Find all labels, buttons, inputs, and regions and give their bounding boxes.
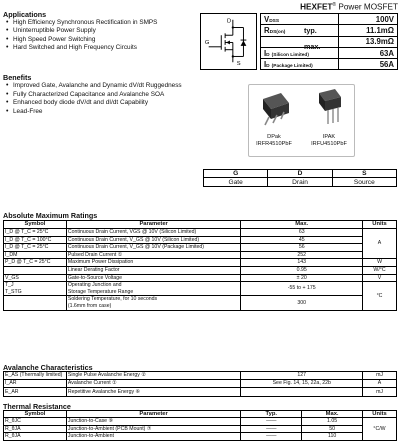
benefits-title: Benefits bbox=[3, 73, 32, 82]
table-row bbox=[4, 274, 397, 282]
thermal-resistance-title: Thermal Resistance bbox=[3, 402, 71, 411]
thermal-resistance-table bbox=[3, 410, 397, 441]
max-cell: 127 bbox=[241, 372, 363, 380]
column-header: Parameter bbox=[66, 221, 241, 229]
parameter-cell: Continuous Drain Current, V_GS @ 10V (Package Limited) bbox=[66, 244, 241, 252]
dpak-label: DPak IRFR4510PbF bbox=[256, 134, 292, 147]
max-cell: 45 bbox=[241, 236, 363, 244]
table-row bbox=[4, 282, 397, 296]
parameter-cell: Junction-to-Case ⑨ bbox=[66, 418, 241, 425]
product-type-header bbox=[262, 2, 398, 12]
table-header-row bbox=[4, 221, 397, 229]
spec-label: RDS(on) typ. bbox=[261, 25, 339, 36]
pin-letter: G bbox=[204, 170, 268, 178]
pin-letter: S bbox=[332, 170, 396, 178]
parameter-cell: Maximum Power Dissipation bbox=[66, 259, 241, 267]
max-cell: -55 to + 175 bbox=[241, 282, 363, 296]
symbol-cell: P_D @ T_C = 25°C bbox=[4, 259, 67, 267]
column-header: Units bbox=[363, 221, 397, 229]
applications-section bbox=[3, 10, 201, 53]
registered-mark: ® bbox=[332, 2, 337, 8]
table-row bbox=[4, 244, 397, 252]
parameter-cell: Junction-to-Ambient bbox=[66, 433, 241, 440]
unit-cell: V bbox=[363, 274, 397, 282]
list-item: • High Efficiency Synchronous Rectification in SMPS bbox=[3, 19, 201, 27]
table-row bbox=[4, 229, 397, 237]
max-cell: 0.95 bbox=[241, 266, 363, 274]
table-row bbox=[4, 236, 397, 244]
spec-value: 63A bbox=[339, 47, 398, 58]
avalanche-table bbox=[3, 371, 397, 397]
symbol-cell: I_AR bbox=[4, 380, 67, 388]
max-cell: See Fig. 14, 15, 22a, 22b bbox=[241, 380, 363, 388]
column-header: Parameter bbox=[66, 411, 241, 418]
symbol-cell: R_θJA bbox=[4, 433, 67, 440]
column-header: Max. bbox=[302, 411, 363, 418]
pin-name: Source bbox=[332, 178, 396, 186]
table-row bbox=[261, 25, 398, 36]
package-images bbox=[248, 84, 355, 157]
parameter-cell: Junction-to-Ambient (PCB Mount) ⑦ bbox=[66, 425, 241, 432]
unit-cell: W bbox=[363, 259, 397, 267]
table-row bbox=[261, 14, 398, 25]
list-item: • Uninterruptible Power Supply bbox=[3, 27, 201, 35]
applications-title: Applications bbox=[3, 10, 47, 19]
table-row bbox=[4, 372, 397, 380]
list-item: • Improved Gate, Avalanche and Dynamic dV/dt Ruggedness bbox=[3, 82, 208, 91]
max-cell: 110 bbox=[302, 433, 363, 440]
pin-letter: D bbox=[268, 170, 332, 178]
mosfet-symbol-icon bbox=[201, 14, 256, 69]
dpak-package-icon bbox=[255, 89, 295, 127]
symbol-cell: I_D @ T_C = 25°C bbox=[4, 229, 67, 237]
parameter-cell: Pulsed Drain Current ① bbox=[66, 251, 241, 259]
max-cell: 252 bbox=[241, 251, 363, 259]
table-row bbox=[204, 178, 397, 186]
table-row bbox=[4, 425, 397, 432]
parameter-cell: Repetitive Avalanche Energy ⑥ bbox=[66, 388, 241, 396]
parameter-cell: Gate-to-Source Voltage bbox=[66, 274, 241, 282]
spec-label: VDSS bbox=[261, 14, 339, 25]
max-cell: ± 20 bbox=[241, 274, 363, 282]
parameter-cell: Avalanche Current ① bbox=[66, 380, 241, 388]
ipak-label: IPAK IRFU4510PbF bbox=[311, 134, 347, 147]
unit-cell: mJ bbox=[363, 388, 397, 396]
symbol-cell: R_θJC bbox=[4, 418, 67, 425]
spec-label: ID (Package Limited) bbox=[261, 59, 339, 70]
unit-cell: W/°C bbox=[363, 266, 397, 274]
max-cell: 143 bbox=[241, 259, 363, 267]
max-cell: 50 bbox=[302, 425, 363, 432]
typ-cell: —— bbox=[241, 433, 302, 440]
symbol-cell bbox=[4, 296, 67, 310]
parameter-cell: Single Pulse Avalanche Energy ② bbox=[66, 372, 241, 380]
column-header: Units bbox=[363, 411, 397, 418]
benefits-section bbox=[3, 73, 208, 116]
unit-cell: °C bbox=[363, 282, 397, 310]
symbol-cell: I_D @ T_C = 100°C bbox=[4, 236, 67, 244]
list-item: • Hard Switched and High Frequency Circuits bbox=[3, 44, 201, 52]
spec-value: 13.9mΩ bbox=[339, 36, 398, 47]
symbol-cell: V_GS bbox=[4, 274, 67, 282]
list-item: • High Speed Power Switching bbox=[3, 36, 201, 44]
symbol-cell: E_AS (Thermally limited) bbox=[4, 372, 67, 380]
symbol-cell: I_D @ T_C = 25°C bbox=[4, 244, 67, 252]
parameter-cell: Soldering Temperature, for 10 seconds (1.6mm from case) bbox=[66, 296, 241, 310]
parameter-cell: Linear Derating Factor bbox=[66, 266, 241, 274]
hexfet-brand: HEXFET bbox=[300, 2, 333, 12]
spec-value: 100V bbox=[339, 14, 398, 25]
symbol-cell: I_DM bbox=[4, 251, 67, 259]
spec-label: max. bbox=[261, 36, 339, 47]
max-cell: 63 bbox=[241, 229, 363, 237]
max-cell bbox=[241, 388, 363, 396]
symbol-cell: E_AR bbox=[4, 388, 67, 396]
schematic-label-g: G bbox=[204, 39, 210, 46]
pin-name: Gate bbox=[204, 178, 268, 186]
ipak-package-icon bbox=[309, 87, 349, 125]
avalanche-title: Avalanche Characteristics bbox=[3, 363, 93, 372]
column-header: Max. bbox=[241, 221, 363, 229]
column-header: Symbol bbox=[4, 411, 67, 418]
table-row bbox=[4, 380, 397, 388]
absolute-max-ratings-title: Absolute Maximum Ratings bbox=[3, 211, 98, 220]
typ-cell: —— bbox=[241, 425, 302, 432]
max-cell: 1.05 bbox=[302, 418, 363, 425]
unit-cell: A bbox=[363, 229, 397, 259]
absolute-max-ratings-table bbox=[3, 220, 397, 311]
table-row bbox=[261, 47, 398, 58]
schematic-label-s: S bbox=[236, 61, 241, 68]
column-header: Symbol bbox=[4, 221, 67, 229]
list-item: • Enhanced body diode dV/dt and dI/dt Capability bbox=[3, 99, 208, 108]
table-row bbox=[4, 296, 397, 310]
product-subtitle: Power MOSFET bbox=[338, 2, 398, 12]
table-row bbox=[261, 59, 398, 70]
table-row bbox=[4, 418, 397, 425]
table-header-row bbox=[4, 411, 397, 418]
spec-value: 56A bbox=[339, 59, 398, 70]
spec-label: ID (Silicon Limited) bbox=[261, 47, 339, 58]
table-row bbox=[204, 170, 397, 178]
table-row bbox=[4, 259, 397, 267]
list-item: • Fully Characterized Capacitance and Avalanche SOA bbox=[3, 91, 208, 100]
mosfet-schematic bbox=[200, 13, 257, 70]
table-row bbox=[4, 251, 397, 259]
unit-cell: °C/W bbox=[363, 418, 397, 440]
table-row bbox=[261, 36, 398, 47]
table-row bbox=[4, 388, 397, 396]
unit-cell: mJ bbox=[363, 372, 397, 380]
list-item: • Lead-Free bbox=[3, 108, 208, 117]
symbol-cell: T_J T_STG bbox=[4, 282, 67, 296]
typ-cell: —— bbox=[241, 418, 302, 425]
schematic-label-d: D bbox=[227, 18, 232, 25]
key-spec-table bbox=[260, 13, 398, 70]
symbol-cell: R_θJA bbox=[4, 425, 67, 432]
pin-name: Drain bbox=[268, 178, 332, 186]
parameter-cell: Continuous Drain Current, VGS @ 10V (Silicon Limited) bbox=[66, 229, 241, 237]
table-row bbox=[4, 266, 397, 274]
max-cell: 300 bbox=[241, 296, 363, 310]
symbol-cell bbox=[4, 266, 67, 274]
parameter-cell: Operating Junction and Storage Temperature Range bbox=[66, 282, 241, 296]
pin-assignment-table bbox=[203, 169, 397, 187]
unit-cell: A bbox=[363, 380, 397, 388]
table-row bbox=[4, 433, 397, 440]
parameter-cell: Continuous Drain Current, V_GS @ 10V (Silicon Limited) bbox=[66, 236, 241, 244]
max-cell: 56 bbox=[241, 244, 363, 252]
spec-value: 11.1mΩ bbox=[339, 25, 398, 36]
column-header: Typ. bbox=[241, 411, 302, 418]
